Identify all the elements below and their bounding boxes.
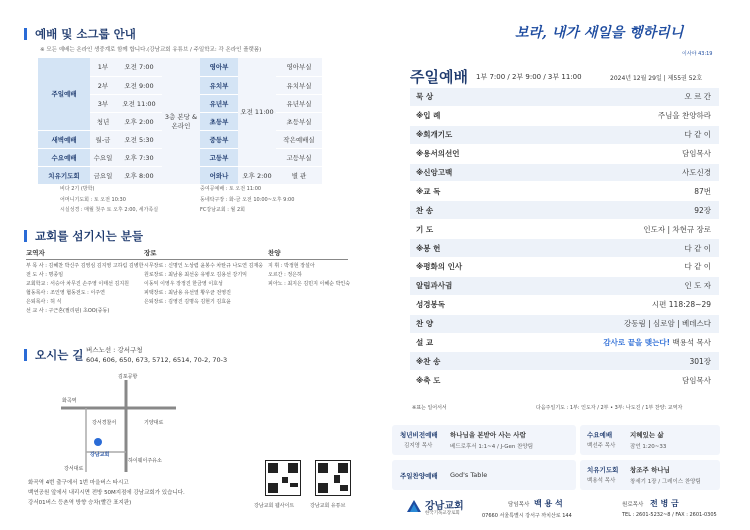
order-row [410,182,719,201]
worship-row [38,58,322,76]
map-label-airport: 김포공항 [118,374,138,380]
order-row [410,126,719,145]
order-label: ※회개기도 [416,130,453,140]
map [56,372,180,474]
staff-entry: 피택장로 : 최남용 유선열 황우균 전영진 [144,290,231,296]
map-label-hwagok: 화곡역 [62,398,77,404]
awana-time: 오후 2:00 [238,166,276,184]
school-time: 오전 11:00 [238,58,276,166]
worship-table [38,58,322,185]
order-detail: 92장 [694,205,711,215]
pastor-label: 담임목사 [508,502,530,508]
staff-section-title: 교회를 섬기시는 분들 [24,230,143,242]
order-row [410,371,719,390]
directions-footer: 화곡역 4번 출구에서 1번 마을버스 타시고 백연공원 앞에서 내리시면 전방 50M지점에 강남교회가 있습니다. 강서01버스 등촌역 방향 승차(빨간 표지판) [28,480,185,506]
map-label-giyang: 기양대로 [144,420,164,426]
church-marker [94,438,102,446]
directions-title: 오시는 길 [24,349,83,361]
staff-entry: 피아노 : 최지은 김민지 이혜순 박인숙 [268,281,351,287]
service-date: 2024년 12월 29일 | 제55권 52호 [610,75,703,82]
staff-entry: 교회학교 : 서승아 차무진 손주영 이태선 김지원 [26,281,129,287]
map-label-church: 강남교회 [90,452,110,458]
order-label: ※입 례 [416,111,441,121]
order-label: 묵 상 [416,92,434,102]
church-logo-icon [406,498,422,512]
order-note-right: 다음주일기도 : 1부: 인도자 / 2부 • 3부: 나도진 / 1부 찬양: 교역자 [536,405,683,411]
school-room: 영아부실 [276,58,322,76]
order-of-worship [410,88,719,390]
order-detail: 인도자 | 차현규 장로 [643,224,711,234]
church-name: 강남교회 [425,501,464,512]
order-label: 성경봉독 [416,300,445,310]
staff-entry: 이동익 이영우 장정진 한금영 이호성 [144,281,223,287]
box-praise-main: God's Table [450,471,488,479]
service-times: 1부 7:00 / 2부 9:00 / 3부 11:00 [476,73,582,81]
order-detail: 다 같 이 [684,243,711,253]
school-name: 유치부 [200,76,238,94]
worship-type: 새벽예배 [38,130,90,148]
school-name: 영아부 [200,58,238,76]
bus-list: 604, 606, 650, 673, 5712, 6514, 70-2, 70-3 [86,356,228,364]
church-sub: 한국기독교장로회 [425,511,460,516]
order-label: ※봉 헌 [416,243,441,253]
order-row [410,88,719,107]
order-detail: 강동림 | 심로암 | 베데스다 [623,319,711,329]
order-label: 기 도 [416,224,434,234]
worship-type: 치유기도회 [38,166,90,184]
worship-slot: 청년 [90,112,116,130]
order-detail: 87번 [694,186,711,196]
order-detail: 다 같 이 [684,130,711,140]
map-label-police: 강서경찰서 [92,420,117,426]
order-note-left: ※표는 일어서서 [412,405,447,411]
order-label: 알림과사귐 [416,281,453,291]
qr-website-label: 강남교회 웹사이트 [254,503,295,509]
qr-youtube-label: 강남교회 유튜브 [310,503,346,509]
staff-entry: 오르간 : 정은하 [268,272,302,278]
verse-ref: 이사야 43:19 [682,51,713,57]
pastor-name: 백 용 석 [534,499,563,508]
school-name: 고등부 [200,148,238,166]
map-label-gas: 하이웨이주유소 [128,458,162,464]
staff-entry: 은퇴장로 : 김영진 김명옥 김현기 김효윤 [144,299,231,305]
staff-table [26,248,351,316]
box-wed-main: 지혜있는 삶 [630,431,664,439]
tel: TEL : 2601-5232~8 / FAX : 2601-0305 [622,512,717,518]
order-label: ※찬 송 [416,356,441,366]
order-label: ※축 도 [416,375,441,385]
box-youth-sub: 김지영 목사 [404,443,433,449]
order-row [410,315,719,334]
school-room: 유치부실 [276,76,322,94]
order-label: 찬 양 [416,319,434,329]
staff-head-elders: 장로 [144,249,157,257]
school-room: 고등부실 [276,148,322,166]
order-row [410,220,719,239]
order-row [410,164,719,183]
service-title: 주일예배 [410,68,468,86]
worship-time: 오전 11:00 [116,94,162,112]
school-room: 유년부실 [276,94,322,112]
order-detail: 사도신경 [682,168,711,177]
order-row [410,145,719,164]
verse-text: 보라, 내가 새일을 행하리니 [515,25,684,41]
elder-label: 원로목사 [622,502,644,508]
order-detail: 백용석 목사 [672,338,711,348]
worship-time: 오전 5:30 [116,130,162,148]
order-detail: 주님을 찬양하라 [657,111,711,121]
sermon-title: 감사로 끝을 맺는다! [603,338,670,348]
staff-entry: 은퇴목사 : 허 식 [26,299,62,305]
order-label: ※신앙고백 [416,168,453,177]
worship-slot: 2부 [90,76,116,94]
order-row [410,277,719,296]
map-label-gangseo: 강서대로 [64,466,84,472]
order-detail: 오 르 간 [684,92,711,102]
worship-time: 오전 7:00 [116,58,162,76]
staff-entry: 원로장로 : 최남용 최선웅 유병오 김용선 강기익 [144,272,247,278]
worship-type: 수요예배 [38,148,90,166]
staff-entry: 지 휘 : 박정현 장설아 [268,263,315,269]
order-row [410,296,719,315]
school-name: 유년부 [200,94,238,112]
box-youth-main: 하나님을 본받아 사는 사람 [450,431,526,439]
box-wed-title: 수요예배 [587,431,613,439]
order-detail: 시편 118:28~29 [651,300,711,310]
order-label: ※평화의 인사 [416,262,463,272]
worship-slot: 1부 [90,58,116,76]
qr-youtube[interactable] [315,460,351,496]
worship-time: 오후 8:00 [116,166,162,184]
worship-time: 오후 7:30 [116,148,162,166]
box-wed-detail: 잠언 1:20~33 [630,444,667,450]
box-wed-sub: 백선주 목사 [587,443,616,449]
box-healing-detail: 창세기 1장 / 그레이스 찬양팀 [630,479,701,485]
order-row [410,258,719,277]
order-row [410,352,719,371]
box-praise-title: 주일찬양예배 [400,472,438,480]
box-healing-title: 치유기도회 [587,466,619,474]
staff-entry: 협동목사 : 조인영 협동전도 : 이주연 [26,290,105,296]
worship-slot: 월-금 [90,130,116,148]
order-row [410,334,719,353]
worship-slot: 수요일 [90,148,116,166]
school-name: 중등부 [200,130,238,148]
order-row [410,107,719,126]
staff-head-clergy: 교역자 [26,249,45,257]
staff-entry: 부 목 사 : 김혜찬 박신주 김영심 김지영 고하림 김병한 [26,263,144,269]
order-detail: 다 같 이 [684,262,711,272]
staff-entry: 시무장로 : 신명인 노상렴 윤봉수 차탄규 나도연 김재웅 [144,263,264,269]
qr-website[interactable] [265,460,301,496]
order-detail: 담임목사 [682,375,711,385]
school-room: 별 관 [276,166,322,184]
order-label: 설 교 [416,338,434,348]
order-detail: 301장 [689,356,711,366]
box-healing-main: 창조주 하나님 [630,466,670,474]
order-row [410,201,719,220]
box-youth-title: 청년비전예배 [400,431,438,439]
school-name: 초등부 [200,112,238,130]
staff-entry: 전 도 사 : 명종임 [26,272,64,278]
order-label: ※교 독 [416,186,441,196]
extra-left: 비다 2기 (방학) 어머니기도회 : 토 오전 10:30 시실성경 : 매월 첫주 토 오후 2:00, 세가족실 [60,186,159,213]
order-detail: 담임목사 [682,149,711,159]
worship-time: 오후 2:00 [116,112,162,130]
school-room: 초등부실 [276,112,322,130]
extra-right: 중여공예배 : 토 오전 11:00 동네탁구장 : 화-금 오전 10:00~오후 9:00 FC강남교회 : 월 2회 [200,186,295,213]
order-label: 찬 송 [416,205,434,215]
worship-note: ※ 모든 예배는 온라인 생중계로 함께 합니다.(강남교회 유튜브 / 주일학교: 각 온라인 플랫폼) [40,47,262,53]
worship-place: 3층 본당 & 온라인 [162,58,200,184]
school-name: 어와나 [200,166,238,184]
staff-head-music: 찬양 [268,249,281,257]
school-room: 작은예배실 [276,130,322,148]
staff-entry: 선 교 사 : 구근혼(필리핀) 초OO(중동) [26,308,110,314]
order-label: ※용서의선언 [416,149,460,159]
bus-label: 버스노선 : 강서구청 [86,346,143,354]
order-row [410,239,719,258]
worship-section-title: 예배 및 소그룹 안내 [24,28,136,40]
worship-slot: 3부 [90,94,116,112]
worship-slot: 금요일 [90,166,116,184]
address: 07660 서울특별시 강서구 까치산로 144 [482,513,572,519]
elder-name: 전 병 금 [650,499,679,508]
box-healing-sub: 백용석 목사 [587,478,616,484]
order-detail: 인 도 자 [684,281,711,291]
worship-type: 주일예배 [38,58,90,130]
worship-time: 오전 9:00 [116,76,162,94]
box-youth-detail: 베드로후서 1:1~4 / J-Gen 찬양팀 [450,444,534,450]
